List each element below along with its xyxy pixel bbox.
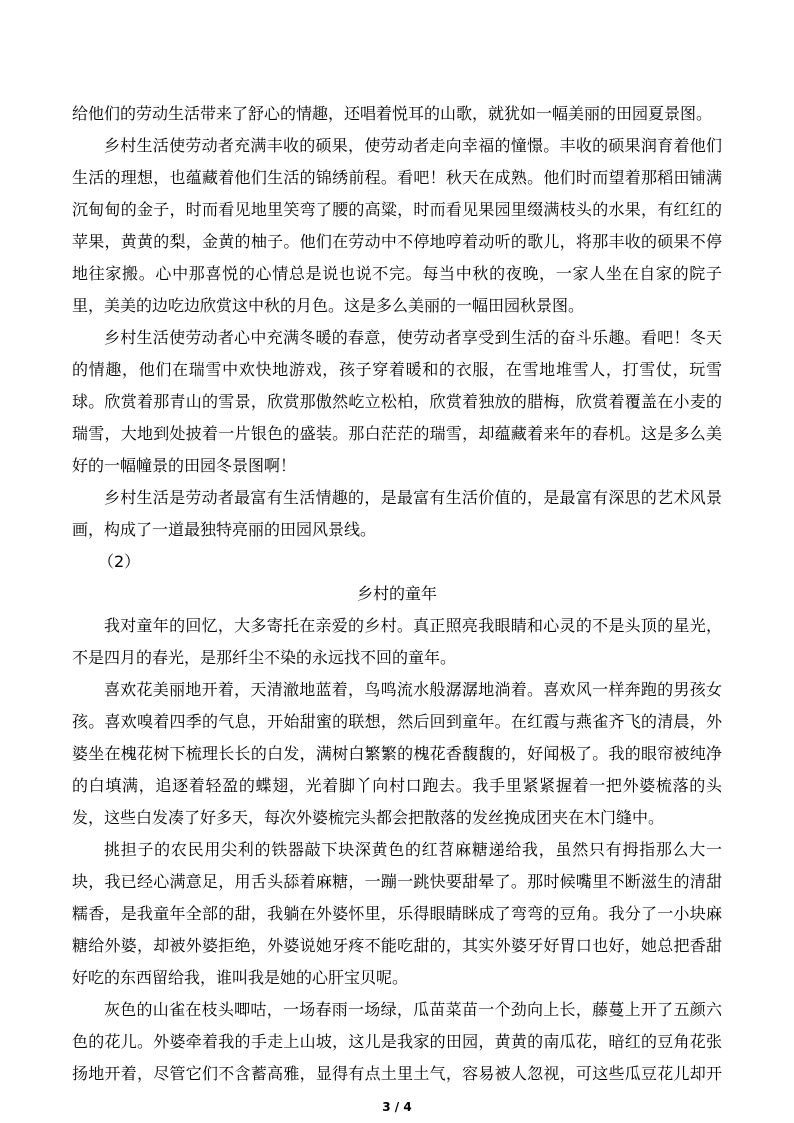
- body-line: 色的花儿。外婆牵着我的手走上山坡，这儿是我家的田园，黄黄的南瓜花，暗红的豆角花张: [72, 1032, 722, 1051]
- body-line: 乡村生活使劳动者心中充满冬暖的春意，使劳动者享受到生活的奋斗乐趣。看吧！冬天: [104, 328, 722, 347]
- body-line: 糯香，是我童年全部的甜，我躺在外婆怀里，乐得眼睛眯成了弯弯的豆角。我分了一小块麻: [72, 904, 722, 923]
- body-line: 扬地开着，尽管它们不含蓄高雅，显得有点土里土气，容易被人忽视，可这些瓜豆花儿却开: [72, 1064, 722, 1083]
- body-line: 球。欣赏着那青山的雪景，欣赏那傲然屹立松柏，欣赏着独放的腊梅，欣赏着覆盖在小麦的: [72, 392, 722, 411]
- body-line: 乡村生活使劳动者充满丰收的硕果，使劳动者走向幸福的憧憬。丰收的硕果润育着他们: [104, 136, 722, 155]
- body-line: 我对童年的回忆，大多寄托在亲爱的乡村。真正照亮我眼睛和心灵的不是头顶的星光，: [104, 616, 722, 635]
- body-line: 里，美美的边吃边欣赏这中秋的月色。这是多么美丽的一幅田园秋景图。: [72, 296, 585, 315]
- body-line: 块，我已经心满意足，用舌头舔着麻糖，一蹦一跳快要甜晕了。那时候嘴里不断滋生的清甜: [72, 872, 722, 891]
- body-line: 孩。喜欢嗅着四季的气息，开始甜蜜的联想，然后回到童年。在红霞与燕雀齐飞的清晨，外: [72, 712, 722, 731]
- body-line: 喜欢花美丽地开着，天清澈地蓝着，鸟鸣流水般潺潺地淌着。喜欢风一样奔跑的男孩女: [104, 680, 722, 699]
- section-heading: 乡村的童年: [356, 584, 437, 603]
- body-line: 糖给外婆，却被外婆拒绝，外婆说她牙疼不能吃甜的，其实外婆牙好胃口也好，她总把香甜: [72, 936, 722, 955]
- body-line: 给他们的劳动生活带来了舒心的情趣，还唱着悦耳的山歌，就犹如一幅美丽的田园夏景图。: [72, 104, 713, 123]
- body-line: 灰色的山雀在枝头唧咕，一场春雨一场绿，瓜苗菜苗一个劲向上长，藤蔓上开了五颜六: [104, 1000, 722, 1019]
- page-number: 3 / 4: [382, 1100, 412, 1114]
- body-line: 乡村生活是劳动者最富有生活情趣的，是最富有生活价值的，是最富有深思的艺术风景: [104, 488, 722, 507]
- body-line: 挑担子的农民用尖利的铁器敲下块深黄色的红苕麻糖递给我，虽然只有拇指那么大一: [104, 840, 722, 859]
- body-line: 不是四月的春光，是那纤尘不染的永远找不回的童年。: [72, 648, 457, 667]
- body-line: 的情趣，他们在瑞雪中欢快地游戏，孩子穿着暖和的衣服，在雪地堆雪人，打雪仗，玩雪: [72, 360, 722, 379]
- body-line: 沉甸甸的金子，时而看见地里笑弯了腰的高粱，时而看见果园里缀满枝头的水果，有红红的: [72, 200, 722, 219]
- body-line: 好的一幅幢景的田园冬景图啊！: [72, 456, 297, 475]
- body-line: 瑞雪，大地到处披着一片银色的盛装。那白茫茫的瑞雪，却蕴藏着来年的春机。这是多么美: [72, 424, 722, 443]
- body-line: 好吃的东西留给我，谁叫我是她的心肝宝贝呢。: [72, 968, 409, 987]
- body-line: 生活的理想，也蕴藏着他们生活的锦绣前程。看吧！秋天在成熟。他们时而望着那稻田铺满: [72, 168, 722, 187]
- body-line: 画，构成了一道最独特亮丽的田园风景线。: [72, 520, 377, 539]
- body-line: 苹果，黄黄的梨，金黄的柚子。他们在劳动中不停地哼着动听的歌儿，将那丰收的硕果不停: [72, 232, 722, 251]
- section-number: （2）: [98, 552, 141, 571]
- body-line: 发，这些白发凑了好多天，每次外婆梳完头都会把散落的发丝挽成团夹在木门缝中。: [72, 808, 665, 827]
- body-line: 地往家搬。心中那喜悦的心情总是说也说不完。每当中秋的夜晚，一家人坐在自家的院子: [72, 264, 722, 283]
- body-line: 婆坐在槐花树下梳理长长的白发，满树白繁繁的槐花香馥馥的，好闻极了。我的眼帘被纯净: [72, 744, 722, 763]
- body-line: 的白填满，追逐着轻盈的蝶翅，光着脚丫向村口跑去。我手里紧紧握着一把外婆梳落的头: [72, 776, 722, 795]
